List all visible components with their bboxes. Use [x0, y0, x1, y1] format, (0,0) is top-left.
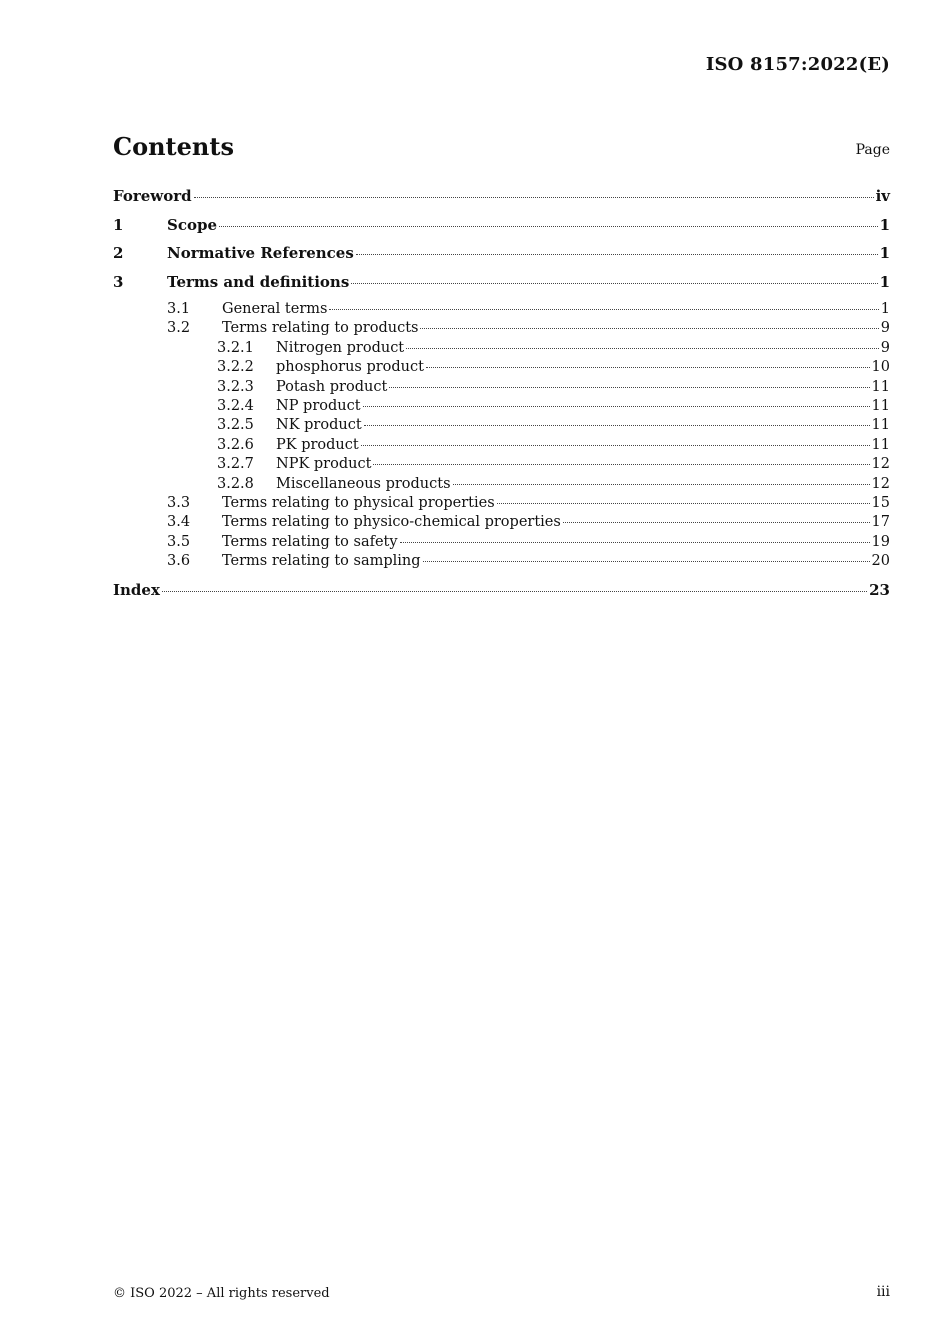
- toc-entry-number: 3.2.3: [217, 378, 254, 395]
- toc-entry-page[interactable]: iv: [875, 187, 890, 205]
- toc-entry-title[interactable]: Potash product: [276, 378, 388, 395]
- toc-entry[interactable]: [113, 186, 890, 215]
- toc-entry-title[interactable]: Normative References: [167, 244, 354, 262]
- dot-leader: [423, 561, 870, 562]
- toc-entry-title[interactable]: phosphorus product: [276, 359, 424, 376]
- toc-entry-number: 3.3: [167, 494, 191, 511]
- dot-leader: [329, 309, 878, 310]
- dot-leader: [453, 484, 870, 485]
- toc-entry-title[interactable]: Terms relating to safety: [222, 533, 398, 550]
- toc-entry-title[interactable]: Terms relating to physical properties: [222, 494, 495, 511]
- toc-entry-number: 3.1: [167, 301, 191, 317]
- toc-entry[interactable]: [113, 494, 890, 513]
- dot-leader: [361, 445, 870, 446]
- toc-entry-title[interactable]: Terms and definitions: [167, 272, 350, 291]
- toc-entry-title[interactable]: NP product: [276, 397, 361, 414]
- page-column-label: Page: [855, 142, 890, 158]
- toc-entry-title[interactable]: PK product: [276, 436, 359, 453]
- toc-entry-page[interactable]: 1: [879, 215, 890, 234]
- toc-entry-number: 3.2.2: [217, 359, 254, 376]
- toc-entry-title[interactable]: NPK product: [276, 456, 372, 473]
- toc-entry-number: 3.6: [167, 553, 191, 570]
- dot-leader: [563, 522, 870, 523]
- dot-leader: [194, 197, 874, 198]
- toc-entry-page[interactable]: 11: [871, 397, 890, 414]
- toc-entry-number: 1: [113, 215, 124, 234]
- toc-entry[interactable]: [113, 300, 890, 319]
- toc-entry-page[interactable]: 19: [871, 533, 890, 550]
- toc-entry[interactable]: [113, 513, 890, 532]
- toc-entry-title[interactable]: Terms relating to physico-chemical properties: [222, 514, 561, 531]
- toc-entry-page[interactable]: 11: [871, 436, 890, 453]
- dot-leader: [351, 283, 877, 284]
- toc-entry-page[interactable]: 1: [879, 272, 890, 291]
- toc-entry-title[interactable]: Scope: [167, 215, 218, 234]
- dot-leader: [389, 387, 869, 388]
- toc-entry-number: 3.2.5: [217, 417, 254, 434]
- contents-heading: Contents: [113, 132, 234, 161]
- toc-entry-page[interactable]: 1: [879, 244, 890, 262]
- toc-entry-page[interactable]: 9: [880, 320, 890, 337]
- dot-leader: [400, 542, 870, 543]
- dot-leader: [219, 226, 878, 227]
- toc-entry-number: 3.2.6: [217, 436, 254, 453]
- table-of-contents: [113, 186, 890, 609]
- toc-entry-title[interactable]: Terms relating to products: [222, 320, 419, 337]
- toc-entry[interactable]: [113, 358, 890, 377]
- toc-entry-number: 3.4: [167, 514, 191, 531]
- toc-entry-number: 3: [113, 272, 124, 291]
- toc-entry-page[interactable]: 10: [871, 359, 890, 376]
- toc-entry-page[interactable]: 17: [871, 514, 890, 531]
- toc-entry-number: 3.2: [167, 320, 191, 337]
- toc-entry-number: 2: [113, 244, 124, 262]
- toc-entry-page[interactable]: 23: [869, 581, 890, 600]
- toc-entry-page[interactable]: 11: [871, 417, 890, 434]
- toc-entry[interactable]: [113, 533, 890, 552]
- toc-entry-title[interactable]: Foreword: [113, 187, 192, 205]
- toc-entry-title[interactable]: General terms: [222, 301, 328, 317]
- toc-entry-title[interactable]: Index: [113, 581, 160, 600]
- toc-entry[interactable]: [113, 272, 890, 301]
- toc-entry[interactable]: [113, 215, 890, 244]
- dot-leader: [373, 464, 869, 465]
- toc-entry-number: 3.2.8: [217, 475, 254, 492]
- toc-entry[interactable]: [113, 455, 890, 474]
- toc-entry[interactable]: [113, 416, 890, 435]
- toc-entry-page[interactable]: 15: [871, 494, 890, 511]
- dot-leader: [363, 406, 870, 407]
- toc-entry-page[interactable]: 20: [871, 553, 890, 570]
- toc-entry-page[interactable]: 12: [871, 456, 890, 473]
- footer-page-number: iii: [876, 1284, 890, 1300]
- toc-entry-title[interactable]: Nitrogen product: [276, 339, 405, 356]
- toc-entry[interactable]: [113, 436, 890, 455]
- dot-leader: [406, 348, 879, 349]
- dot-leader: [420, 328, 878, 329]
- toc-entry-title[interactable]: Terms relating to sampling: [222, 553, 421, 570]
- toc-entry-number: 3.5: [167, 533, 191, 550]
- toc-entry-page[interactable]: 11: [871, 378, 890, 395]
- toc-entry-number: 3.2.1: [217, 339, 254, 356]
- dot-leader: [497, 503, 870, 504]
- toc-entry[interactable]: [113, 319, 890, 338]
- toc-entry-number: 3.2.7: [217, 456, 254, 473]
- toc-entry[interactable]: [113, 397, 890, 416]
- toc-entry[interactable]: [113, 552, 890, 571]
- toc-entry-page[interactable]: 9: [880, 339, 890, 356]
- footer-copyright: © ISO 2022 – All rights reserved: [113, 1286, 330, 1301]
- toc-entry[interactable]: [113, 243, 890, 272]
- dot-leader: [162, 591, 867, 592]
- toc-entry-page[interactable]: 1: [880, 301, 890, 317]
- dot-leader: [364, 425, 870, 426]
- dot-leader: [356, 254, 878, 255]
- toc-entry-number: 3.2.4: [217, 397, 254, 414]
- toc-entry[interactable]: [113, 339, 890, 358]
- toc-entry-title[interactable]: Miscellaneous products: [276, 475, 451, 492]
- toc-entry[interactable]: [113, 475, 890, 494]
- document-id: ISO 8157:2022(E): [705, 54, 890, 75]
- dot-leader: [426, 367, 870, 368]
- toc-entry-title[interactable]: NK product: [276, 417, 362, 434]
- toc-entry[interactable]: [113, 580, 890, 609]
- toc-entry-page[interactable]: 12: [871, 475, 890, 492]
- toc-entry[interactable]: [113, 378, 890, 397]
